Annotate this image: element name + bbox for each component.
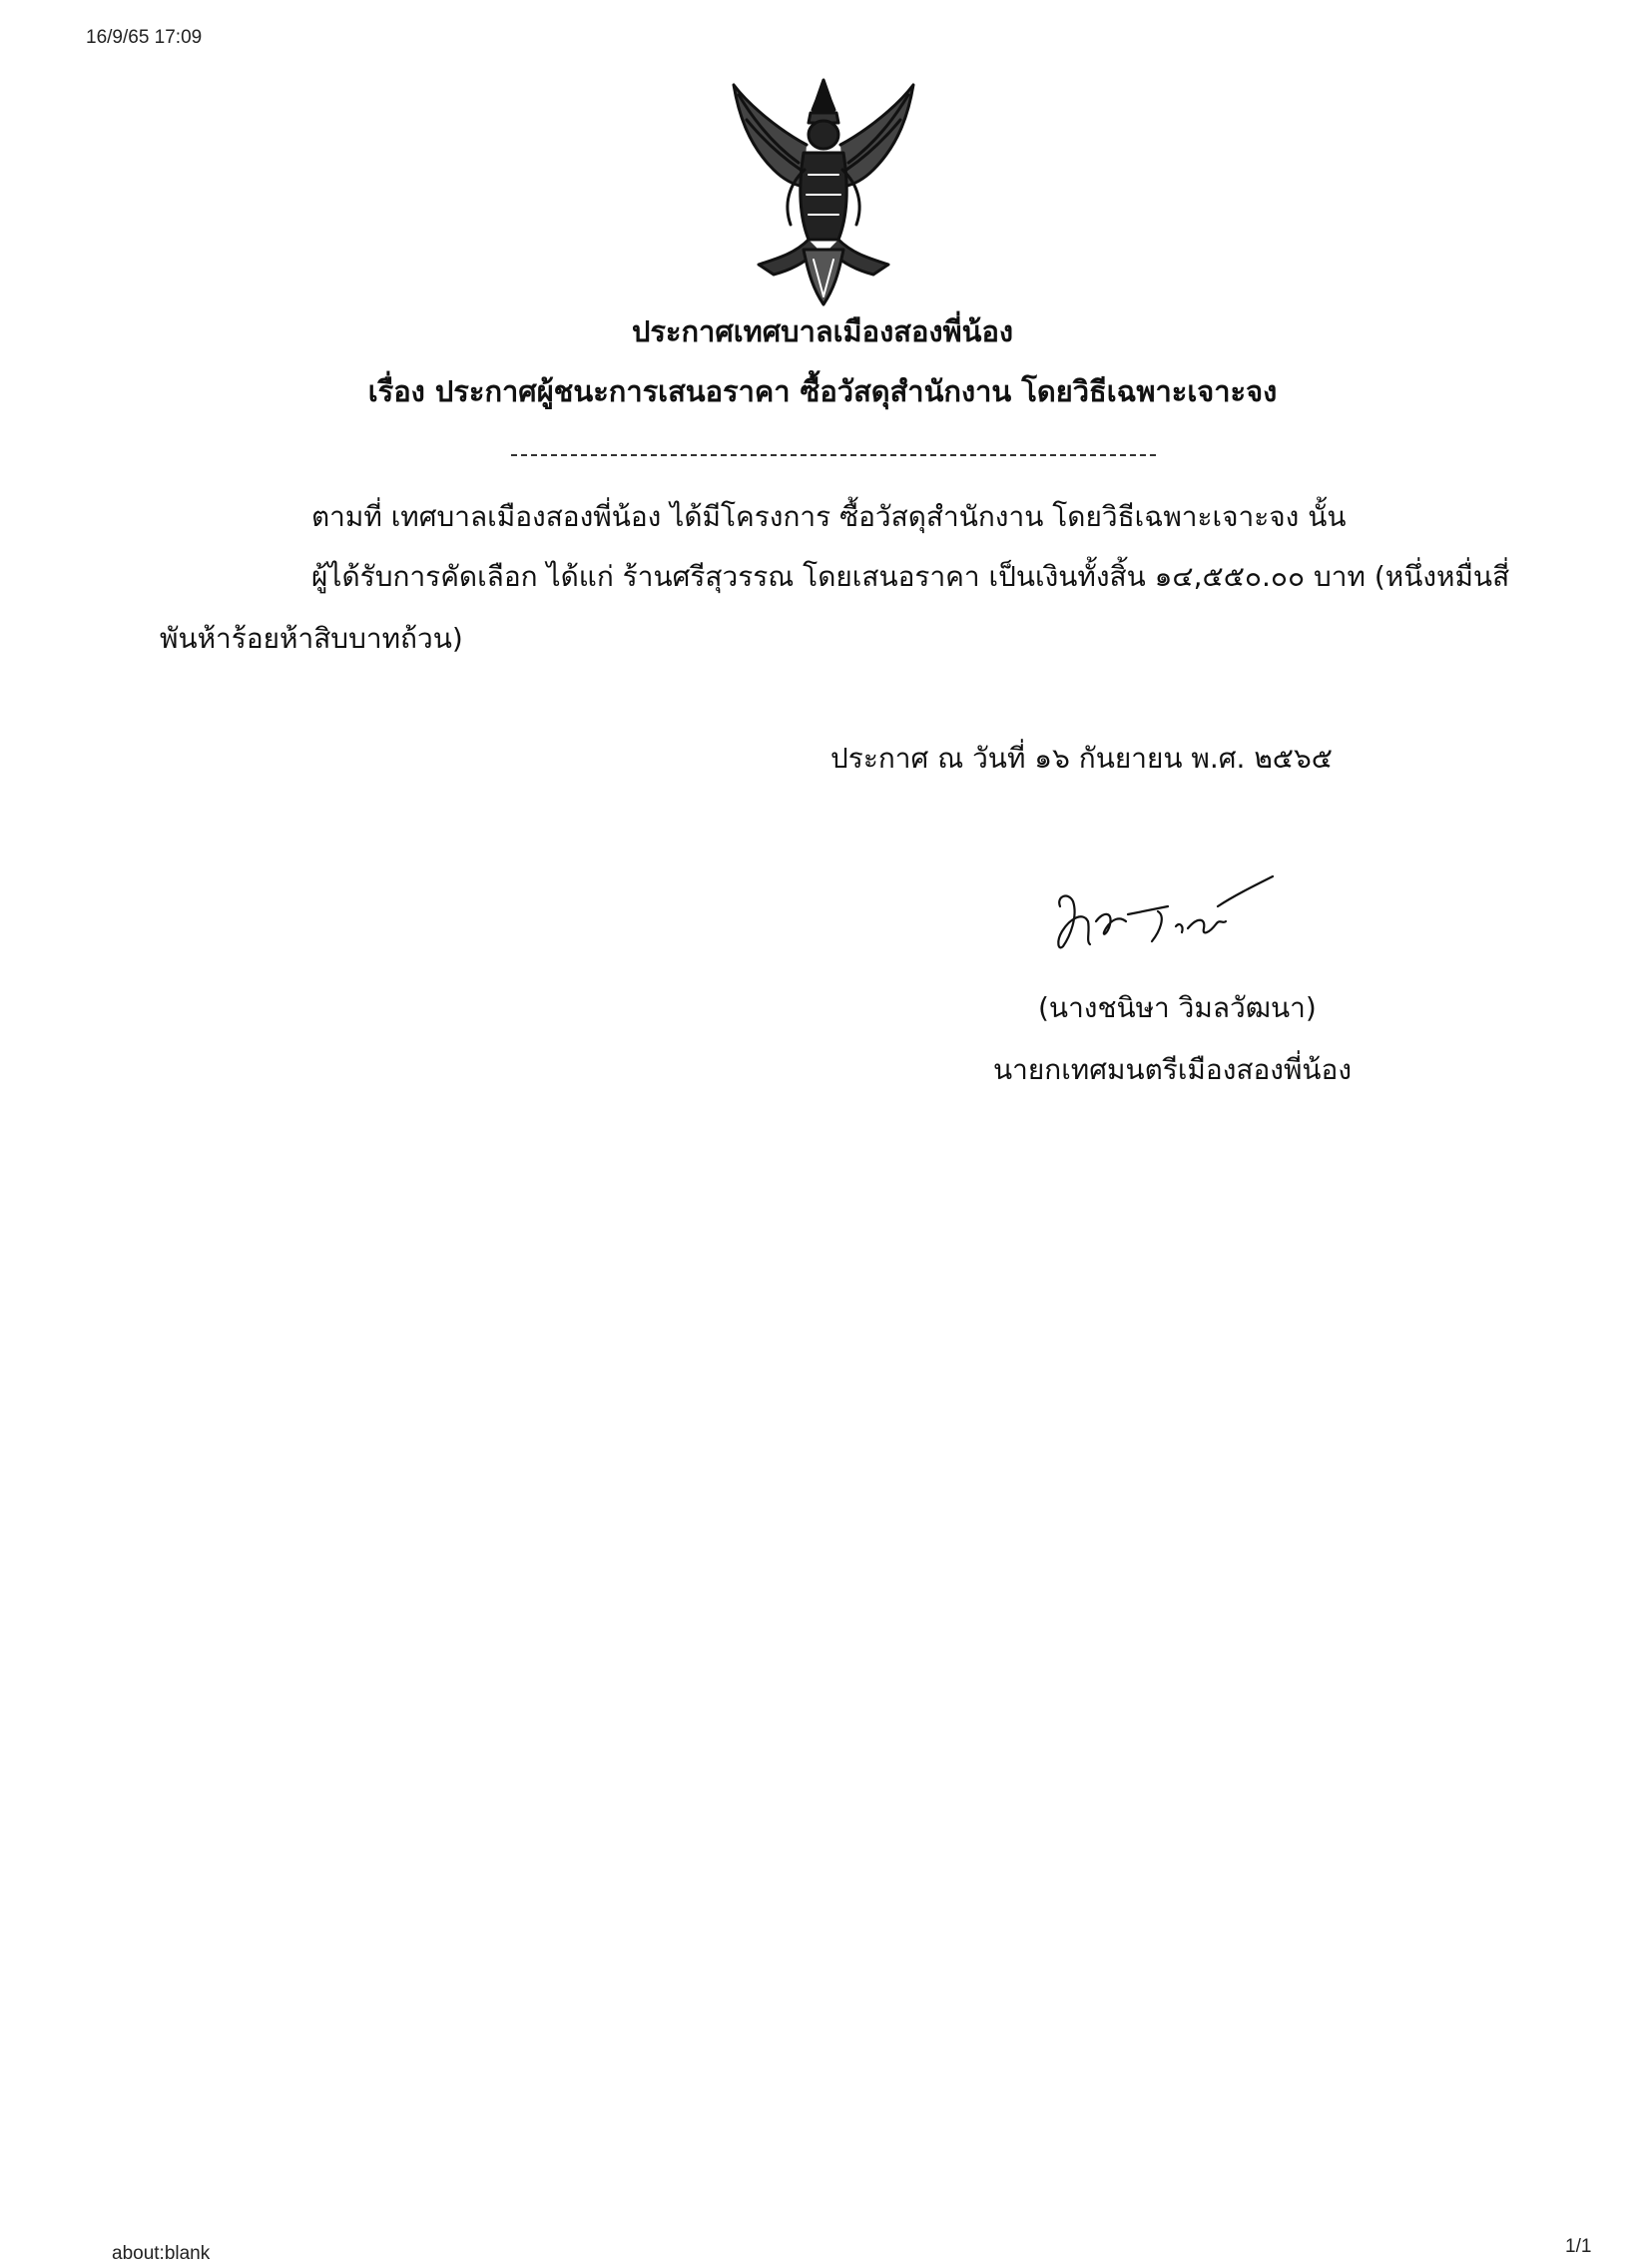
signer-title: นายกเทศมนตรีเมืองสองพี่น้อง	[993, 1053, 1353, 1086]
document-title: ประกาศเทศบาลเมืองสองพี่น้อง	[631, 314, 1014, 348]
announcement-date: ประกาศ ณ วันที่ ๑๖ กันยายน พ.ศ. ๒๕๖๕	[830, 742, 1333, 775]
garuda-emblem-icon	[719, 75, 928, 309]
handwritten-signature	[1048, 866, 1278, 956]
paragraph-2-line-1: ผู้ได้รับการคัดเลือก ได้แก่ ร้านศรีสุวรรณ โดยเสนอราคา เป็นเงินทั้งสิ้น ๑๔,๕๕๐.๐๐ บาท (หนึ่งหมื่นสี่	[311, 560, 1510, 593]
print-datetime: 16/9/65 17:09	[86, 27, 203, 48]
document-subject: เรื่อง ประกาศผู้ชนะการเสนอราคา ซื้อวัสดุสำนักงาน โดยวิธีเฉพาะเจาะจง	[367, 374, 1278, 408]
print-url: about:blank	[112, 2243, 211, 2264]
paragraph-2-line-2: พันห้าร้อยห้าสิบบาทถ้วน)	[160, 622, 463, 655]
paragraph-1: ตามที่ เทศบาลเมืองสองพี่น้อง ได้มีโครงการ ซื้อวัสดุสำนักงาน โดยวิธีเฉพาะเจาะจง นั้น	[311, 500, 1347, 533]
signer-name: (นางชนิษา วิมลวัฒนา)	[1038, 991, 1317, 1024]
divider	[511, 454, 1156, 456]
print-page-number: 1/1	[1565, 2236, 1592, 2257]
